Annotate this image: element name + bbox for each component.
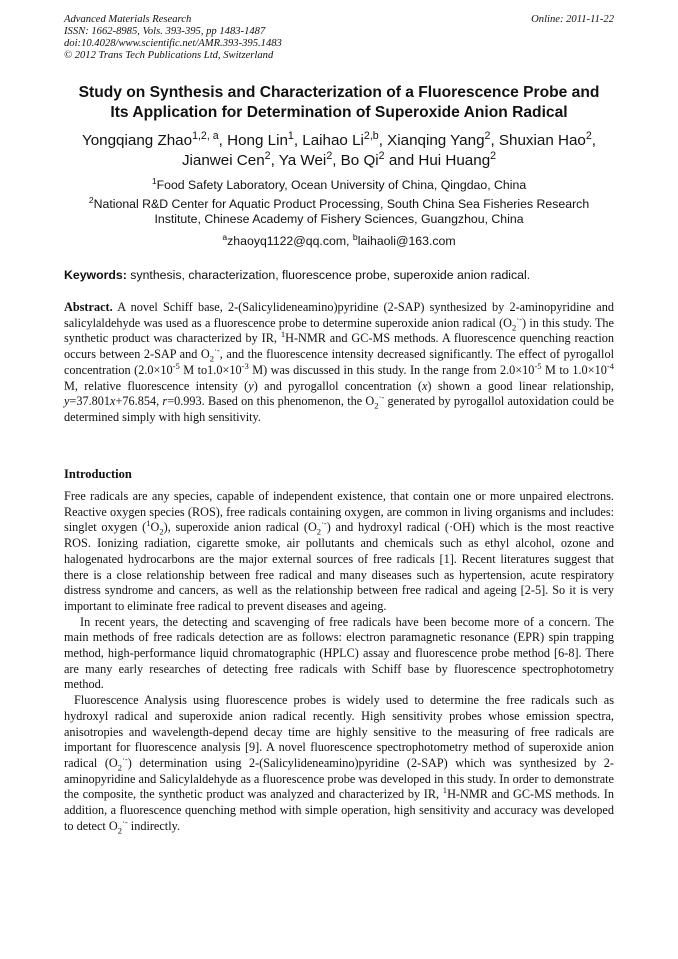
subscript: 2 — [117, 825, 123, 836]
author-separator: , — [591, 132, 597, 149]
affiliation-text: Food Safety Laboratory, Ocean University of China, Qingdao, China — [156, 178, 527, 192]
abstract-text: M, relative fluorescence intensity ( — [64, 378, 249, 393]
email-marker: b — [352, 231, 358, 242]
superscript: ·- — [122, 753, 128, 764]
author-name: Yongqiang Zhao — [81, 132, 193, 149]
doi-line: doi:10.4028/www.scientific.net/AMR.393-395.1483 — [64, 38, 282, 49]
issn-line: ISSN: 1662-8985, Vols. 393-395, pp 1483-1487 — [64, 26, 266, 37]
author-affil-sup: 2 — [378, 149, 385, 162]
journal-name: Advanced Materials Research — [64, 14, 192, 25]
superscript: -5 — [534, 360, 542, 371]
author-affil-sup: 2 — [484, 129, 491, 142]
superscript: ·- — [122, 816, 128, 827]
paragraph-text: ) determination using 2-(Salicylideneamino)pyridine (2-SAP) which was synthesized by 2-aminopyridine and Salicylaldehyde as a fluorescence probe was developed in this study. In order to demonstrate the composite, the synthetic product was analyzed and characterized by IR, — [64, 755, 614, 802]
author-affil-sup: 1 — [287, 129, 294, 142]
copyright-line: © 2012 Trans Tech Publications Ltd, Switzerland — [64, 50, 274, 61]
paragraph-text: ) and hydroxyl radical (·OH) which is the most reactive ROS. Ionizing radiation, cigarette smoke, air pollutants and chemicals such as ethyl alcohol, ozone and halogenated hydrocarbons are the major external sources of free radicals [1]. Recent literatures suggest that there is a close relationship between free radical and many diseases such as hypertension, acute respiratory distress syndrome and cancers, as well as the relationship between free radical and ageing [2-5]. So it is very important to eliminate free radical to prevent diseases and ageing. — [64, 520, 614, 613]
title-line-1: Study on Synthesis and Characterization of a Fluorescence Probe and — [78, 84, 600, 101]
author-affil-sup: 1,2, a — [192, 129, 219, 142]
journal-citation — [64, 14, 282, 62]
abstract-text: =37.801 — [69, 394, 111, 409]
superscript: -4 — [606, 360, 614, 371]
superscript: ·- — [321, 518, 327, 529]
title-line-2: Its Application for Determination of Superoxide Anion Radical — [110, 104, 568, 121]
paper-title — [60, 83, 618, 123]
abstract-text: +76.854, — [115, 394, 163, 409]
intro-paragraph-1 — [64, 489, 614, 615]
subscript: 2 — [209, 353, 215, 364]
affiliation-text: National R&D Center for Aquatic Product Processing, South China Sea Fisheries Research — [93, 197, 590, 211]
subscript: 2 — [316, 526, 322, 537]
abstract — [64, 300, 614, 426]
author-name: , Bo Qi — [332, 152, 379, 169]
author-name: , Hong Lin — [218, 132, 288, 149]
affiliation-2-line-2: Institute, Chinese Academy of Fishery Sciences, Guangzhou, China — [154, 212, 524, 226]
abstract-text: =0.993. Based on this phenomenon, the O — [167, 394, 375, 409]
introduction-body — [64, 489, 614, 834]
abstract-text: ) in this study. The synthetic product was characterized by IR, — [64, 315, 614, 346]
superscript: 1 — [146, 518, 151, 529]
paragraph-text: O — [150, 520, 160, 535]
abstract-text: A novel Schiff base, 2-(Salicylideneamino)pyridine (2-SAP) synthesized by 2-aminopyridine and salicylaldehyde was used as a fluorescence probe to determine superoxide anion radical (O — [64, 300, 614, 330]
paragraph-text: Fluorescence Analysis using fluorescence probes is widely used to determine the free radicals such as hydroxyl radical and superoxide anion radical recently. High sensitivity probes whose emission spectra, anisotropies and wavelength-depend decay time are highly sensitive to the measuring of free radicals are important for fluorescence analysis [9]. A novel fluorescence spectrophotometry method of superoxide anion radical (O — [64, 693, 614, 770]
paragraph-text: ), superoxide anion radical (O — [163, 520, 317, 535]
abstract-text: M to 1.0×10 — [541, 362, 607, 377]
journal-header — [64, 14, 614, 62]
variable-y: y — [64, 394, 70, 409]
keywords-label: Keywords: — [64, 268, 127, 282]
affiliation-marker: 2 — [88, 194, 94, 205]
author-name: Jianwei Cen — [181, 152, 265, 169]
variable-r: r — [162, 394, 168, 409]
superscript: ·- — [214, 345, 220, 356]
intro-paragraph-2: In recent years, the detecting and scavenging of free radicals have been become more of a concern. The main methods of free radicals detection are as follows: electron paramagnetic resonance (EPR) spin trapping method, high-performance liquid chromatographic (HPLC) assay and fluorescence probe method [6-8]. There are many early researches of detecting free radicals with Schiff base by fluorescence spectrophotometry method. — [64, 614, 614, 692]
abstract-label: Abstract. — [64, 300, 113, 314]
online-date: Online: 2011-11-22 — [531, 14, 614, 25]
subscript: 2 — [512, 322, 517, 333]
author-name: , Laihao Li — [293, 132, 364, 149]
subscript: 2 — [117, 762, 123, 773]
abstract-text: M) was discussed in this study. In the range from 2.0×10 — [248, 362, 535, 377]
abstract-text: ) shown a good linear relationship, — [427, 378, 614, 393]
email-address: laihaoli@163.com — [357, 234, 456, 248]
author-affil-sup: 2,b — [363, 129, 379, 142]
email-marker: a — [222, 231, 228, 242]
superscript: 1 — [280, 329, 286, 340]
superscript: -5 — [172, 360, 180, 371]
author-emails — [50, 231, 628, 249]
author-name: and Hui Huang — [384, 152, 491, 169]
author-name: , Xianqing Yang — [378, 132, 485, 149]
paragraph-text: Free radicals are any species, capable of independent existence, that contain one or more unpaired electrons. Reactive oxygen species (ROS), free radicals containing oxygen, are common in living organisms and includes: singlet oxygen ( — [64, 489, 614, 535]
affiliation-2-line-1 — [64, 194, 614, 212]
variable-y: y — [248, 378, 254, 393]
subscript: 2 — [374, 400, 379, 411]
abstract-text: ) and pyrogallol concentration ( — [253, 378, 422, 393]
author-affil-sup: 2 — [264, 149, 271, 162]
author-affil-sup: 2 — [490, 149, 497, 162]
paragraph-text: H-NMR and GC-MS methods. In addition, a fluorescence quenching method with simple operation, high sensitivity and accuracy was developed to detect O — [64, 787, 614, 833]
author-affil-sup: 2 — [326, 149, 333, 162]
superscript: ·- — [516, 313, 522, 324]
affiliation-2 — [64, 194, 614, 227]
superscript: -3 — [241, 360, 249, 371]
author-name: , Ya Wei — [270, 152, 327, 169]
subscript: 2 — [159, 526, 164, 537]
author-name: , Shuxian Hao — [490, 132, 586, 149]
keywords-text: synthesis, characterization, fluorescence probe, superoxide anion radical. — [126, 268, 531, 282]
author-line-1 — [50, 131, 628, 151]
abstract-text: generated by pyrogallol autoxidation could be determined simply with high sensitivity. — [64, 394, 614, 424]
variable-x: x — [421, 378, 428, 393]
intro-paragraph-3 — [64, 693, 614, 834]
email-address: zhaoyq1122@qq.com, — [227, 234, 353, 248]
author-affil-sup: 2 — [585, 129, 592, 142]
abstract-text: , and the fluorescence intensity decreased significantly. The effect of pyrogallol concentration (2.0×10 — [64, 347, 614, 377]
affiliation-marker: 1 — [151, 175, 157, 186]
superscript: ·- — [378, 392, 385, 403]
variable-x: x — [110, 394, 116, 409]
affiliation-1 — [50, 175, 628, 193]
abstract-text: H-NMR and GC-MS methods. A fluorescence quenching reaction occurs between 2-SAP and O — [64, 331, 614, 362]
author-line-2 — [50, 151, 628, 171]
introduction-heading: Introduction — [64, 467, 132, 481]
keywords — [64, 268, 614, 283]
paragraph-text: indirectly. — [127, 818, 181, 833]
superscript: 1 — [442, 785, 448, 796]
author-list — [50, 131, 628, 171]
abstract-text: M to1.0×10 — [179, 362, 242, 377]
